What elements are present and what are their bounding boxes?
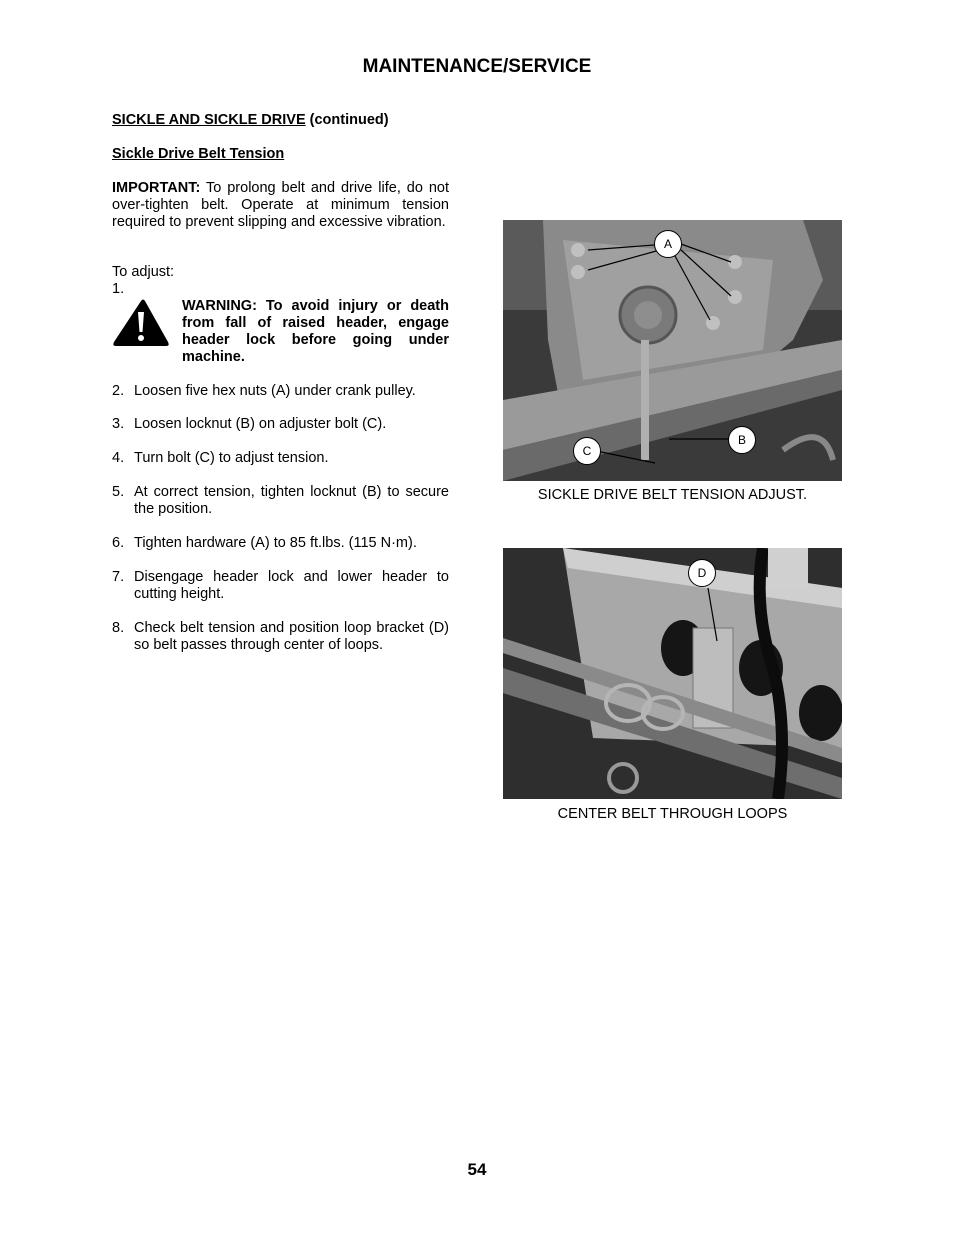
callout-b: B: [728, 426, 756, 454]
step-item: [112, 569, 449, 603]
step-number: 6.: [112, 535, 125, 551]
step-item: [112, 484, 449, 518]
step-text: Loosen five hex nuts (A) under crank pulley.: [134, 383, 416, 399]
belt-tension-illustration: [503, 220, 842, 481]
to-adjust-label: To adjust:: [112, 264, 175, 280]
page-number: 54: [467, 1160, 487, 1179]
page-title: MAINTENANCE/SERVICE: [362, 56, 592, 77]
to-adjust-block: [112, 264, 174, 298]
subsection-heading: Sickle Drive Belt Tension: [112, 146, 285, 162]
figure-2-caption: CENTER BELT THROUGH LOOPS: [557, 806, 788, 822]
step-item: [112, 416, 449, 433]
step-number: 7.: [112, 569, 125, 585]
step-text: At correct tension, tighten locknut (B) to secure the position.: [134, 484, 449, 517]
important-text: To prolong belt and drive life, do not over-tighten belt. Operate at minimum tension required to prevent slipping and excessive vibration.: [112, 180, 449, 230]
callout-d: D: [688, 559, 716, 587]
section-title: SICKLE AND SICKLE DRIVE: [112, 112, 306, 128]
section-heading: [112, 112, 389, 128]
step-item: [112, 383, 449, 400]
step-number: 2.: [112, 383, 125, 399]
step-number: 3.: [112, 416, 125, 432]
step-number: 8.: [112, 620, 125, 636]
belt-loops-photo: [503, 548, 842, 799]
step-item: [112, 535, 449, 552]
belt-tension-photo: [503, 220, 842, 481]
step-text: Disengage header lock and lower header to cutting height.: [134, 569, 449, 602]
important-label: IMPORTANT:: [112, 180, 201, 196]
step-number: 5.: [112, 484, 125, 500]
warning-text: WARNING: To avoid injury or death from fall of raised header, engage header lock before going under machine.: [182, 298, 449, 365]
step-text: Tighten hardware (A) to 85 ft.lbs. (115 N·m).: [134, 535, 417, 551]
step-item: [112, 450, 449, 467]
step-text: Loosen locknut (B) on adjuster bolt (C).: [134, 416, 387, 432]
section-suffix: (continued): [305, 112, 389, 128]
warning-triangle-icon: [112, 298, 170, 348]
important-note: [112, 180, 449, 231]
step-number: 4.: [112, 450, 125, 466]
callout-c: C: [573, 437, 601, 465]
step-text: Check belt tension and position loop bracket (D) so belt passes through center of loops.: [134, 620, 449, 653]
belt-loops-illustration: [503, 548, 842, 799]
step-text: Turn bolt (C) to adjust tension.: [134, 450, 329, 466]
step-item: [112, 620, 449, 654]
figure-1-caption: SICKLE DRIVE BELT TENSION ADJUST.: [537, 487, 808, 503]
callout-a: A: [654, 230, 682, 258]
step-1-number: 1.: [112, 281, 125, 297]
